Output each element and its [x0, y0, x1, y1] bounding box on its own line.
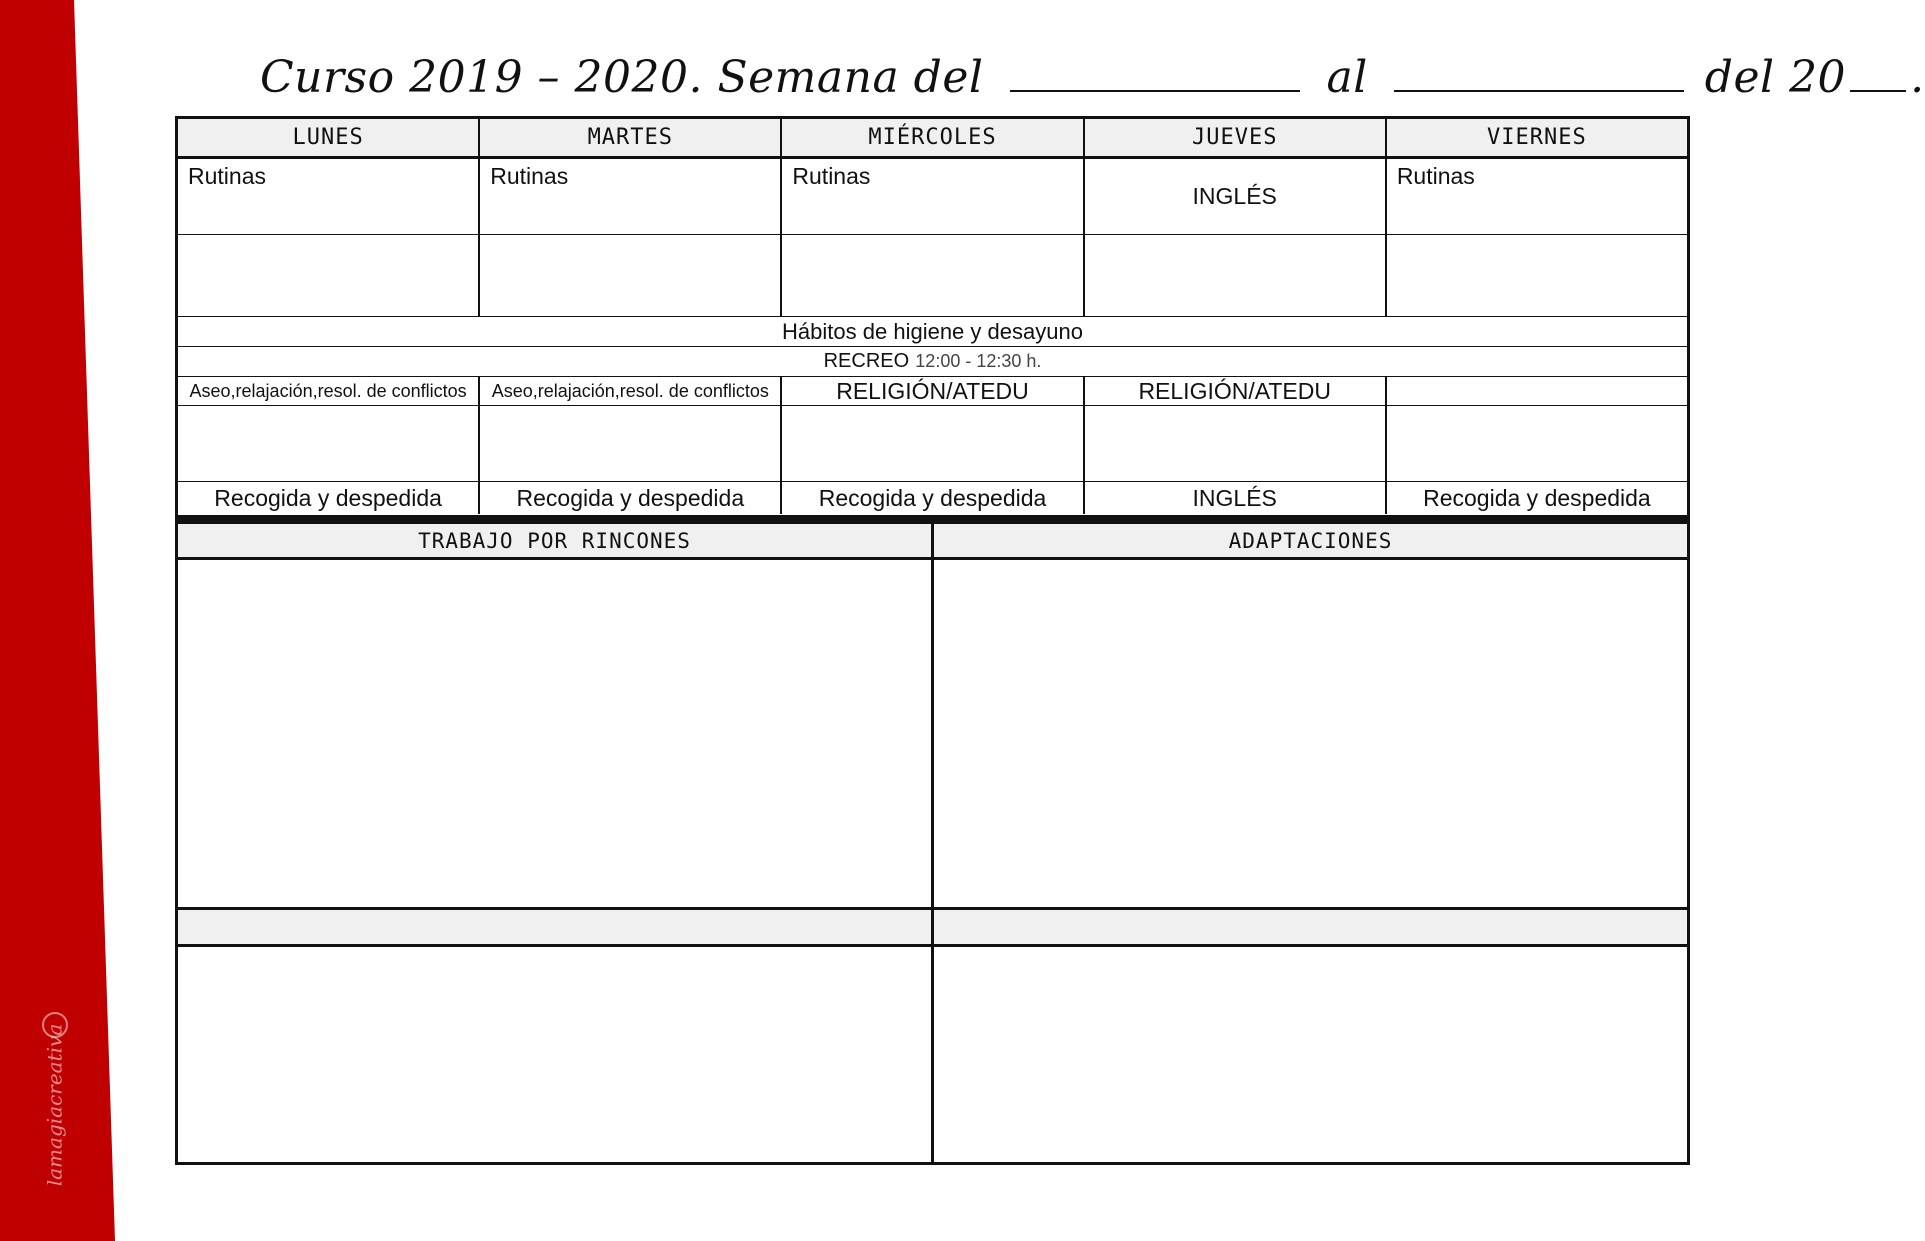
thursday-slot-5[interactable]: [1085, 377, 1387, 405]
monday-slot-7[interactable]: [178, 482, 480, 514]
right-secondary-notes-area[interactable]: [934, 947, 1687, 1162]
slot-label: Rutinas: [1396, 163, 1475, 189]
tuesday-slot-5[interactable]: [480, 377, 782, 405]
week-start-blank[interactable]: [1010, 50, 1300, 92]
recreo-row: [178, 347, 1687, 377]
left-secondary-header: [178, 910, 931, 947]
monday-slot-1[interactable]: [178, 159, 480, 234]
day-header-wednesday: MIÉRCOLES: [782, 119, 1084, 156]
slot-label: Aseo,relajación,resol. de conflictos: [189, 380, 467, 401]
title-del: del: [1704, 52, 1775, 103]
slot-label: RELIGIÓN/ATEDU: [836, 377, 1029, 404]
adaptaciones-header: ADAPTACIONES: [934, 524, 1687, 560]
wednesday-slot-7[interactable]: [782, 482, 1084, 514]
habits-label: Hábitos de higiene y desayuno: [782, 318, 1083, 344]
title-al: al: [1326, 52, 1368, 103]
habits-row: [178, 317, 1687, 347]
adaptaciones-column: [934, 524, 1687, 1162]
slot-label: Rutinas: [188, 163, 266, 189]
slot-label: Recogida y despedida: [1423, 484, 1651, 511]
recreo-label: RECREO: [823, 350, 910, 372]
slot-label: INGLÉS: [1192, 484, 1277, 511]
slot-row-2: [178, 235, 1687, 317]
wednesday-slot-5[interactable]: [782, 377, 1084, 405]
thursday-slot-2[interactable]: [1085, 235, 1387, 316]
week-end-blank[interactable]: [1394, 50, 1684, 92]
wednesday-slot-6[interactable]: [782, 406, 1084, 481]
day-header-tuesday: MARTES: [480, 119, 782, 156]
thursday-slot-6[interactable]: [1085, 406, 1387, 481]
friday-slot-5[interactable]: [1387, 377, 1687, 405]
day-header-thursday: JUEVES: [1085, 119, 1387, 156]
right-secondary-header: [934, 910, 1687, 947]
afternoon-row-1: [178, 377, 1687, 406]
rincones-column: [178, 524, 934, 1162]
watermark-logo: [24, 1020, 84, 1190]
rincones-header: TRABAJO POR RINCONES: [178, 524, 931, 560]
monday-slot-6[interactable]: [178, 406, 480, 481]
slot-label: Recogida y despedida: [516, 484, 745, 511]
wednesday-slot-2[interactable]: [782, 235, 1084, 316]
tuesday-slot-1[interactable]: [480, 159, 782, 234]
thursday-slot-1[interactable]: [1085, 159, 1387, 234]
monday-slot-2[interactable]: [178, 235, 480, 316]
year-blank[interactable]: [1850, 50, 1906, 92]
friday-slot-1[interactable]: [1387, 159, 1687, 234]
title-prefix: Curso 2019 – 2020. Semana del: [260, 52, 984, 103]
days-header-row: [178, 119, 1687, 159]
notes-section: [175, 518, 1690, 1165]
slot-label: Recogida y despedida: [214, 484, 442, 511]
slot-label: INGLÉS: [1192, 183, 1277, 209]
wednesday-slot-1[interactable]: [782, 159, 1084, 234]
day-header-monday: LUNES: [178, 119, 480, 156]
page-title: [260, 50, 1925, 110]
rincones-notes-area[interactable]: [178, 560, 931, 910]
slot-label: RELIGIÓN/ATEDU: [1138, 377, 1331, 404]
tuesday-slot-2[interactable]: [480, 235, 782, 316]
farewell-row: [178, 482, 1687, 514]
friday-slot-2[interactable]: [1387, 235, 1687, 316]
thursday-slot-7[interactable]: [1085, 482, 1387, 514]
recreo-time: 12:00 - 12:30 h.: [915, 351, 1042, 371]
left-secondary-notes-area[interactable]: [178, 947, 931, 1162]
slot-label: Recogida y despedida: [818, 484, 1047, 511]
title-end: .: [1910, 52, 1925, 103]
slot-label: Aseo,relajación,resol. de conflictos: [491, 380, 769, 401]
routines-row: [178, 159, 1687, 235]
adaptaciones-notes-area[interactable]: [934, 560, 1687, 910]
tuesday-slot-6[interactable]: [480, 406, 782, 481]
tuesday-slot-7[interactable]: [480, 482, 782, 514]
friday-slot-6[interactable]: [1387, 406, 1687, 481]
slot-label: Rutinas: [490, 163, 569, 189]
monday-slot-5[interactable]: [178, 377, 480, 405]
slot-label: Rutinas: [792, 163, 871, 189]
title-year-prefix: 20: [1789, 52, 1847, 103]
watermark-text: lamagiacreativa: [42, 1023, 67, 1187]
day-header-friday: VIERNES: [1487, 125, 1587, 150]
afternoon-row-2: [178, 406, 1687, 482]
friday-slot-7[interactable]: [1387, 482, 1687, 514]
weekly-schedule-grid: [175, 116, 1690, 518]
